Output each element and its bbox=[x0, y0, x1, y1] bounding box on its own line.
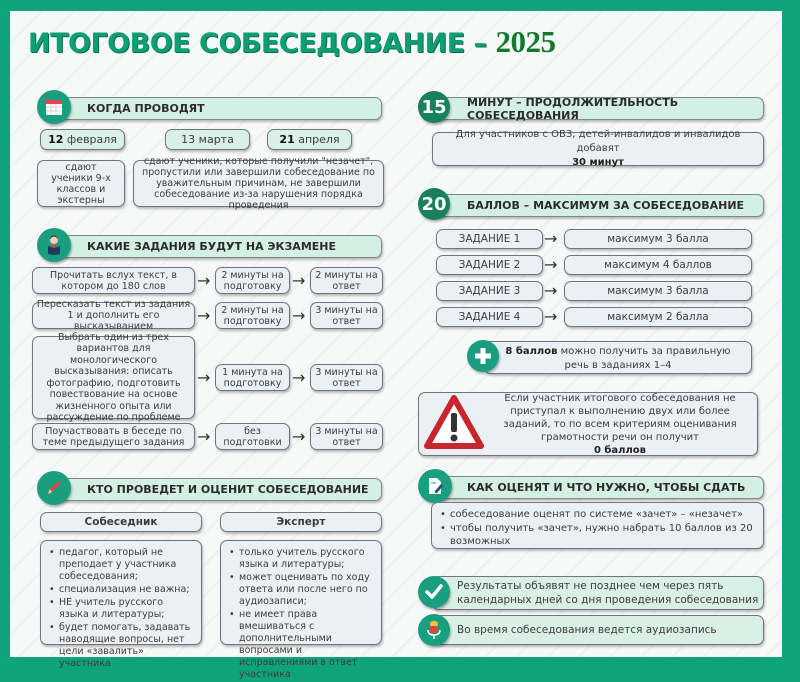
audio-text: Во время собеседования ведется аудиозапись bbox=[457, 623, 717, 636]
arrow-right-icon: → bbox=[197, 271, 211, 290]
date-day: 21 bbox=[279, 133, 295, 146]
badge-number: 20 bbox=[421, 193, 447, 215]
badge-number: 15 bbox=[421, 96, 447, 118]
section-title: КАК ОЦЕНЯТ И ЧТО НУЖНО, ЧТОБЫ СДАТЬ bbox=[467, 481, 746, 494]
who-extra-text: сдают ученики, которые получили "незачет", пропустили или завершили собеседование по уважительным причинам, не завершили собеседование из-за нарушения порядка проведения bbox=[142, 156, 375, 211]
arrow-right-icon: → bbox=[197, 427, 211, 446]
page-title bbox=[28, 24, 555, 60]
who-takes-extra bbox=[133, 156, 384, 211]
warning-bold: 0 баллов bbox=[593, 444, 647, 456]
section-title: КОГДА ПРОВОДЯТ bbox=[87, 102, 205, 115]
note-bold: 30 минут bbox=[572, 157, 624, 168]
points-badge bbox=[418, 188, 450, 220]
date-mar bbox=[165, 129, 250, 150]
microphone-icon bbox=[418, 614, 450, 646]
expert-title bbox=[220, 512, 382, 532]
answer-text: 2 минуты на ответ bbox=[315, 269, 378, 292]
task-label: ЗАДАНИЕ 4 bbox=[458, 310, 521, 323]
task-row-1-answer bbox=[310, 267, 383, 294]
arrow-right-icon: → bbox=[544, 229, 558, 248]
points-max-2 bbox=[564, 255, 752, 275]
prep-text: 2 минуты на подготовку bbox=[221, 269, 284, 292]
arrow-right-icon: → bbox=[292, 368, 306, 387]
prep-text: 2 минуты на подготовку bbox=[221, 304, 284, 327]
list-item: • специализация не важна; bbox=[49, 584, 193, 596]
points-task-4 bbox=[436, 307, 543, 327]
arrow-right-icon: → bbox=[544, 255, 558, 274]
pencil-icon bbox=[37, 471, 71, 505]
section-title: БАЛЛОВ – МАКСИМУМ ЗА СОБЕСЕДОВАНИЕ bbox=[467, 199, 745, 212]
role-title: Собеседник bbox=[84, 515, 158, 528]
max-label: максимум 3 балла bbox=[607, 232, 709, 245]
document-edit-icon bbox=[418, 469, 452, 503]
section-header-duration bbox=[430, 97, 764, 120]
list-item: • может оценивать по ходу ответа или после него по аудиозаписи; bbox=[229, 572, 373, 608]
task-text: Поучаствовать в беседе по теме предыдущего задания bbox=[42, 425, 185, 448]
task-row-4-answer bbox=[310, 423, 383, 450]
section-header-tasks bbox=[50, 235, 382, 258]
max-label: максимум 2 балла bbox=[607, 310, 709, 323]
audio-note bbox=[432, 615, 764, 645]
checkmark-icon bbox=[418, 576, 450, 608]
duration-badge bbox=[418, 91, 450, 123]
warning-icon bbox=[424, 395, 484, 454]
list-item: • собеседование оценят по системе «зачет» – «незачет» bbox=[440, 508, 755, 521]
note-text: Для участников с ОВЗ, детей-инвалидов и инвалидов добавят bbox=[455, 129, 741, 154]
points-task-2 bbox=[436, 255, 543, 275]
section-header-points bbox=[430, 194, 764, 217]
section-title: КТО ПРОВЕДЕТ И ОЦЕНИТ СОБЕСЕДОВАНИЕ bbox=[87, 483, 369, 496]
points-task-3 bbox=[436, 281, 543, 301]
plus-icon bbox=[467, 340, 499, 372]
who-main-text: сдают ученики 9-х классов и экстерны bbox=[51, 161, 111, 206]
points-task-1 bbox=[436, 229, 543, 249]
section-title: МИНУТ – ПРОДОЛЖИТЕЛЬНОСТЬ СОБЕСЕДОВАНИЯ bbox=[467, 95, 679, 122]
list-item: • не имеет права вмешиваться с дополнительными вопросами и исправлениями в ответ участника bbox=[229, 609, 373, 681]
points-max-4 bbox=[564, 307, 752, 327]
answer-text: 3 минуты на ответ bbox=[315, 304, 378, 327]
task-label: ЗАДАНИЕ 3 bbox=[458, 284, 521, 297]
date-month: февраля bbox=[66, 133, 117, 146]
arrow-right-icon: → bbox=[292, 271, 306, 290]
task-row-1-desc bbox=[32, 267, 195, 294]
arrow-right-icon: → bbox=[197, 306, 211, 325]
bonus-note bbox=[484, 341, 752, 374]
max-label: максимум 4 баллов bbox=[604, 258, 712, 271]
section-header-when bbox=[50, 97, 382, 120]
task-label: ЗАДАНИЕ 2 bbox=[458, 258, 521, 271]
points-max-1 bbox=[564, 229, 752, 249]
arrow-right-icon: → bbox=[292, 427, 306, 446]
answer-text: 3 минуты на ответ bbox=[315, 366, 378, 389]
arrow-right-icon: → bbox=[197, 368, 211, 387]
date-month: апреля bbox=[298, 133, 340, 146]
task-text: Выбрать один из трех вариантов для монологического высказывания: описать фотографию, подготовить повествование на основе жизненного опыта или рассуждение по проблеме bbox=[46, 331, 181, 423]
expert-list bbox=[220, 540, 382, 680]
answer-text: 3 минуты на ответ bbox=[315, 425, 378, 448]
title-year: 2025 bbox=[495, 24, 556, 59]
task-row-3-answer bbox=[310, 364, 383, 391]
task-text: Прочитать вслух текст, в котором до 180 слов bbox=[50, 269, 177, 292]
interviewer-list bbox=[40, 540, 202, 669]
section-title: КАКИЕ ЗАДАНИЯ БУДУТ НА ЭКЗАМЕНЕ bbox=[87, 240, 336, 253]
grading-list bbox=[431, 502, 764, 549]
student-reading-icon bbox=[37, 228, 71, 262]
arrow-right-icon: → bbox=[544, 307, 558, 326]
task-row-2-desc bbox=[32, 299, 195, 332]
task-row-1-prep bbox=[215, 267, 290, 294]
task-row-2-prep bbox=[215, 302, 290, 329]
list-item: • чтобы получить «зачет», нужно набрать 10 баллов из 20 возможных bbox=[440, 522, 755, 548]
list-item: • будет помогать, задавать наводящие вопросы, нет цели «завалить» участника bbox=[49, 622, 193, 670]
task-row-3-desc bbox=[32, 331, 195, 423]
role-title: Эксперт bbox=[276, 515, 326, 528]
title-text: ИТОГОВОЕ СОБЕСЕДОВАНИЕ – bbox=[28, 28, 487, 59]
prep-text: без подготовки bbox=[223, 425, 282, 448]
prep-text: 1 минута на подготовку bbox=[222, 366, 283, 389]
interviewer-title bbox=[40, 512, 202, 532]
list-item: • НЕ учитель русского языка и литературы; bbox=[49, 597, 193, 621]
task-row-4-desc bbox=[32, 423, 195, 450]
task-text: Пересказать текст из задания 1 и дополнить его высказыванием bbox=[36, 299, 191, 332]
task-row-3-prep bbox=[215, 364, 290, 391]
who-takes-main bbox=[37, 160, 125, 207]
bonus-bold: 8 баллов bbox=[505, 346, 558, 357]
duration-note bbox=[432, 129, 764, 168]
points-max-3 bbox=[564, 281, 752, 301]
list-item: • педагог, который не преподает у участника собеседования; bbox=[49, 547, 193, 583]
calendar-icon bbox=[37, 90, 71, 124]
results-text: Результаты объявят не позднее чем через пять календарных дней со дня проведения собеседования bbox=[457, 580, 759, 606]
task-row-4-prep bbox=[215, 423, 290, 450]
list-item: • только учитель русского языка и литературы; bbox=[229, 547, 373, 571]
results-note bbox=[432, 576, 764, 610]
date-feb bbox=[40, 129, 125, 150]
arrow-right-icon: → bbox=[292, 306, 306, 325]
date-month: 13 марта bbox=[181, 133, 234, 146]
date-day: 12 bbox=[48, 133, 64, 146]
warning-text: Если участник итогового собеседования не приступал к выполнению двух или более заданий, то по всем критериям оценивания грамотности речи он получит bbox=[503, 392, 737, 443]
section-header-grading bbox=[430, 476, 764, 499]
date-apr bbox=[267, 129, 352, 150]
max-label: максимум 3 балла bbox=[607, 284, 709, 297]
arrow-right-icon: → bbox=[544, 281, 558, 300]
bonus-text: можно получить за правильную речь в заданиях 1–4 bbox=[560, 346, 731, 371]
section-header-who bbox=[50, 478, 382, 501]
task-row-2-answer bbox=[310, 302, 383, 329]
task-label: ЗАДАНИЕ 1 bbox=[458, 232, 521, 245]
